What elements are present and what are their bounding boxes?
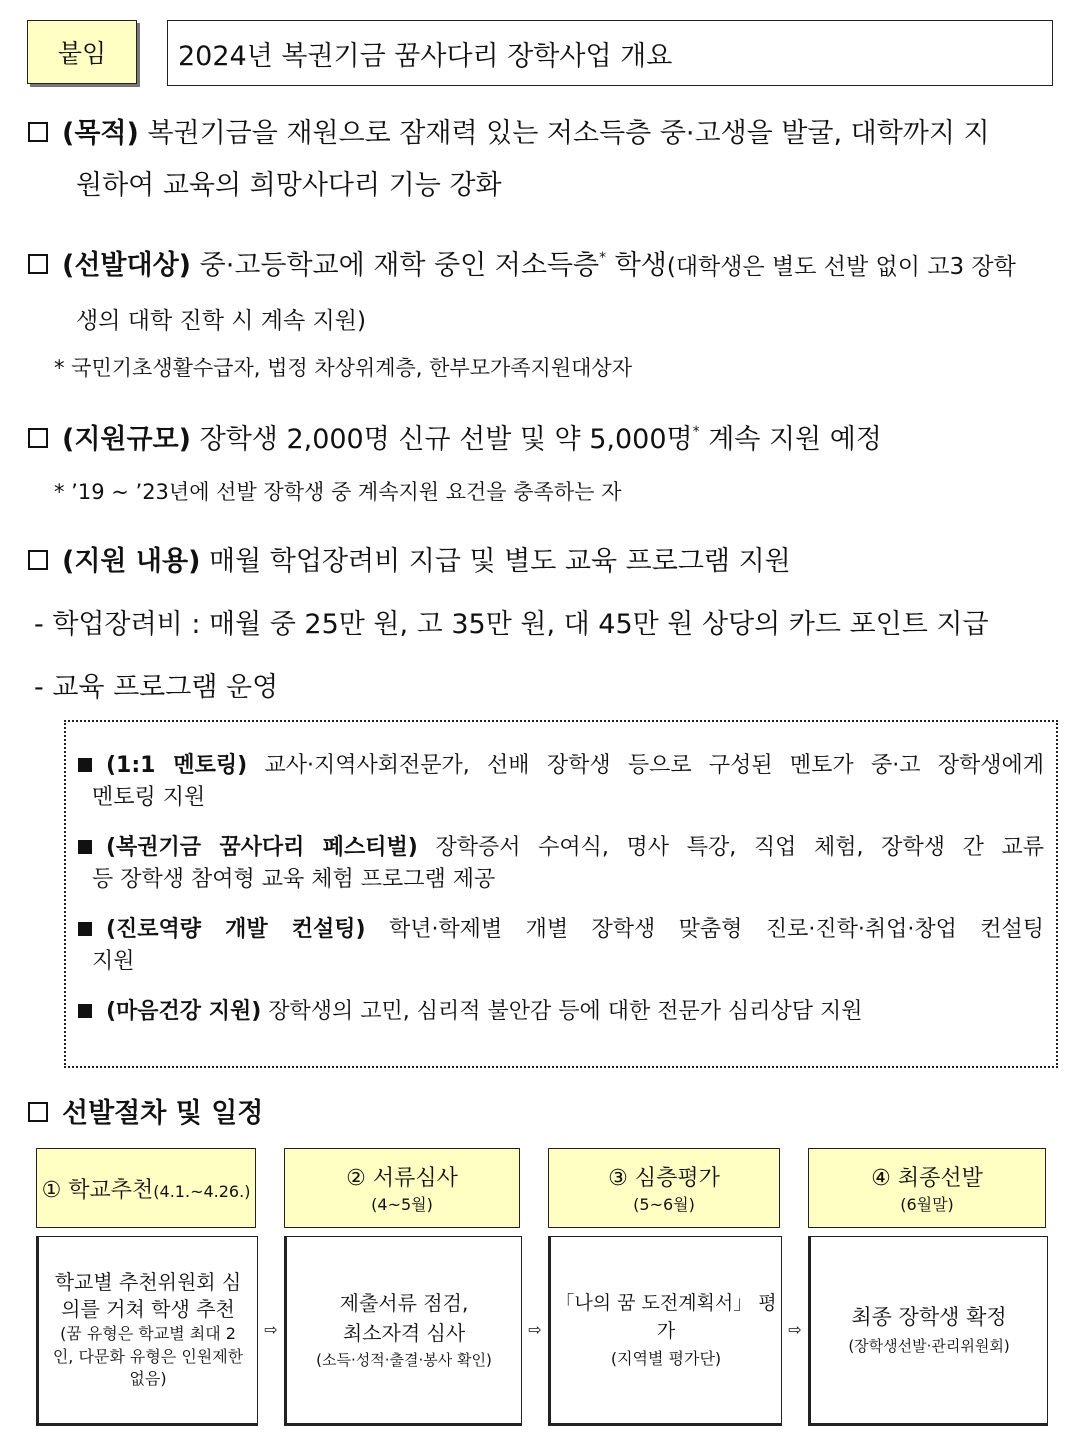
step-desc: 학교별 추천위원회 심: [54, 1270, 242, 1295]
step-body-3: [548, 1236, 782, 1426]
square-bullet-icon: [78, 840, 92, 854]
purpose-section: [28, 118, 990, 150]
step-head-3: [548, 1148, 780, 1228]
document-title: 2024년 복권기금 꿈사다리 장학사업 개요: [167, 20, 1053, 86]
program-text: 장학생의 고민, 심리적 불안감 등에 대한 전문가 심리상담 지원: [268, 999, 863, 1024]
content-sub-program: - 교육 프로그램 운영: [34, 672, 279, 703]
step-head-4: [808, 1148, 1046, 1228]
checkbox-square-icon: [28, 254, 48, 274]
step-desc: 「나의 꿈 도전계획서」 평: [555, 1291, 777, 1314]
scale-section: [28, 424, 882, 456]
program-label: (복권기금 꿈사다리 페스티벌): [106, 835, 418, 860]
step-date: (4.1.~4.26.): [153, 1181, 251, 1201]
step-name: ② 서류심사: [346, 1166, 458, 1191]
target-paren: (대학생은 별도 선발 없이 고3 장학: [666, 254, 1016, 280]
target-section: [28, 250, 1016, 282]
step-body-4: [808, 1236, 1048, 1426]
step-date: (6월말): [900, 1195, 954, 1214]
program-item: [78, 834, 1044, 896]
program-item: [78, 998, 1044, 1027]
step-note: (장학생선발·관리위원회): [848, 1336, 1010, 1355]
content-section: [28, 546, 791, 578]
step-date: (4~5월): [371, 1195, 433, 1214]
target-paren-cont: 생의 대학 진학 시 계속 지원): [76, 308, 366, 334]
content-text: 매월 학업장려비 지급 및 별도 교육 프로그램 지원: [209, 546, 791, 577]
program-text-cont: 멘토링 지원: [92, 784, 206, 810]
program-item: [78, 752, 1044, 814]
step-note: 없음): [129, 1369, 167, 1389]
program-text: 장학증서 수여식, 명사 특강, 직업 체험, 장학생 간 교류: [435, 835, 1045, 860]
program-label: (진로역량 개발 컨설팅): [106, 917, 366, 942]
checkbox-square-icon: [28, 550, 48, 570]
checkbox-square-icon: [28, 1102, 48, 1122]
scale-label: (지원규모): [62, 424, 192, 455]
checkbox-square-icon: [28, 122, 48, 142]
arrow-right-icon: ⇨: [528, 1320, 542, 1339]
step-body-2: [284, 1236, 522, 1426]
scale-text-2: 계속 지원 예정: [708, 424, 882, 455]
target-text-2: 학생: [614, 250, 667, 281]
program-label: (마음건강 지원): [106, 999, 262, 1024]
step-name: ④ 최종선발: [871, 1166, 983, 1191]
program-text-cont: 등 장학생 참여형 교육 체험 프로그램 제공: [92, 866, 496, 892]
step-desc: 의를 거쳐 학생 추천: [61, 1297, 235, 1322]
step-desc: 최종 장학생 확정: [851, 1305, 1007, 1330]
step-note: 인, 다문화 유형은 인원제한: [52, 1346, 244, 1366]
procedure-title: 선발절차 및 일정: [62, 1098, 264, 1129]
content-sub-allowance: - 학업장려비 : 매월 중 25만 원, 고 35만 원, 대 45만 원 상당의 카드 포인트 지급: [34, 609, 989, 640]
attachment-tag: 붙임: [27, 20, 137, 84]
square-bullet-icon: [78, 758, 92, 772]
target-text: 중·고등학교에 재학 중인 저소득층: [199, 250, 600, 281]
step-desc: 가: [656, 1320, 676, 1343]
program-text-cont: 지원: [92, 948, 135, 974]
step-name: ① 학교추천: [41, 1177, 154, 1203]
purpose-label: (목적): [62, 118, 139, 149]
step-head-1: [36, 1148, 256, 1228]
step-note: (소득·성적·출결·봉사 확인): [316, 1351, 492, 1369]
step-desc: 최소자격 심사: [342, 1321, 466, 1345]
program-item: [78, 916, 1044, 978]
purpose-text-cont: 원하여 교육의 희망사다리 기능 강화: [76, 170, 502, 201]
step-head-2: [284, 1148, 520, 1228]
purpose-text: 복권기금을 재원으로 잠재력 있는 저소득층 중·고생을 발굴, 대학까지 지: [147, 118, 990, 149]
footnote-mark: *: [692, 424, 700, 440]
step-note: (지역별 평가단): [610, 1348, 722, 1368]
square-bullet-icon: [78, 1004, 92, 1018]
target-footnote: * 국민기초생활수급자, 법정 차상위계층, 한부모가족지원대상자: [54, 356, 632, 380]
content-label: (지원 내용): [62, 546, 201, 577]
procedure-section: [28, 1098, 263, 1130]
target-label: (선발대상): [62, 250, 192, 281]
step-date: (5~6월): [633, 1195, 695, 1214]
scale-footnote: * ’19 ~ ’23년에 선발 장학생 중 계속지원 요건을 충족하는 자: [54, 480, 622, 504]
program-label: (1:1 멘토링): [106, 753, 248, 778]
step-note: (꿈 유형은 학교별 최대 2: [60, 1324, 236, 1344]
step-desc: 제출서류 점검,: [339, 1291, 469, 1315]
arrow-right-icon: ⇨: [264, 1320, 278, 1339]
square-bullet-icon: [78, 922, 92, 936]
program-text: 교사·지역사회전문가, 선배 장학생 등으로 구성된 멘토가 중·고 장학생에게: [264, 753, 1044, 778]
scale-text: 장학생 2,000명 신규 선발 및 약 5,000명: [199, 424, 693, 455]
program-text: 학년·학제별 개별 장학생 맞춤형 진로·진학·취업·창업 컨설팅: [388, 917, 1044, 942]
step-name: ③ 심층평가: [608, 1166, 720, 1191]
footnote-mark: *: [599, 250, 607, 266]
checkbox-square-icon: [28, 428, 48, 448]
step-body-1: [36, 1236, 258, 1426]
arrow-right-icon: ⇨: [788, 1320, 802, 1339]
